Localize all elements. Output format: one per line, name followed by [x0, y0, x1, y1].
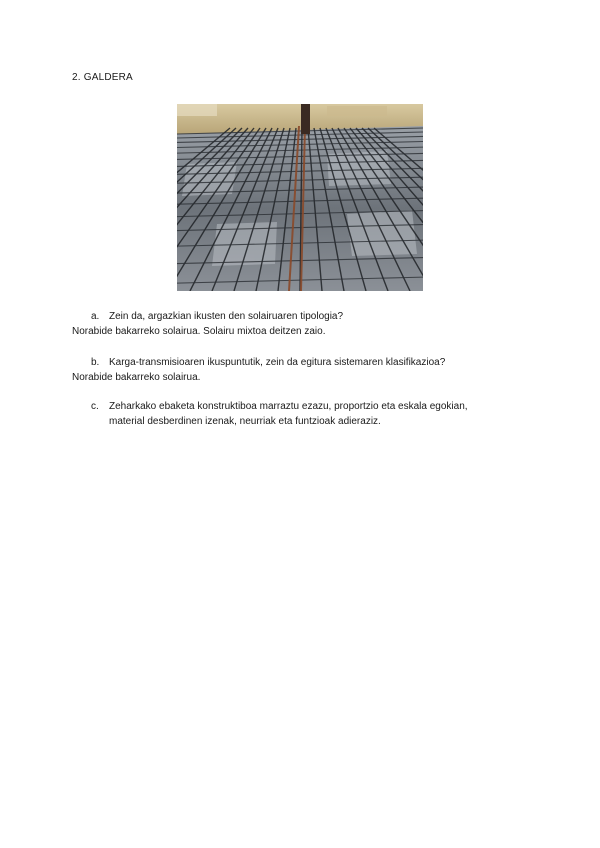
question-a-letter: a.: [91, 311, 100, 322]
question-b-text: Karga-transmisioaren ikuspuntutik, zein da egitura sistemaren klasifikazioa?: [109, 357, 446, 368]
question-c-text-line-1: Zeharkako ebaketa konstruktiboa marraztu ezazu, proportzio eta eskala egokian,: [109, 401, 468, 412]
question-b-letter: b.: [91, 357, 100, 368]
question-c-letter: c.: [91, 401, 99, 412]
question-a-text: Zein da, argazkian ikusten den solairuaren tipologia?: [109, 311, 344, 322]
answer-a: Norabide bakarreko solairua. Solairu mixtoa deitzen zaio.: [72, 326, 326, 337]
rebar-slab-illustration: [177, 104, 423, 291]
rebar-slab-photo: [177, 104, 423, 291]
answer-b: Norabide bakarreko solairua.: [72, 372, 201, 383]
question-heading: 2. GALDERA: [72, 72, 133, 83]
question-c-text-line-2: material desberdinen izenak, neurriak eta funtzioak adieraziz.: [109, 416, 381, 427]
